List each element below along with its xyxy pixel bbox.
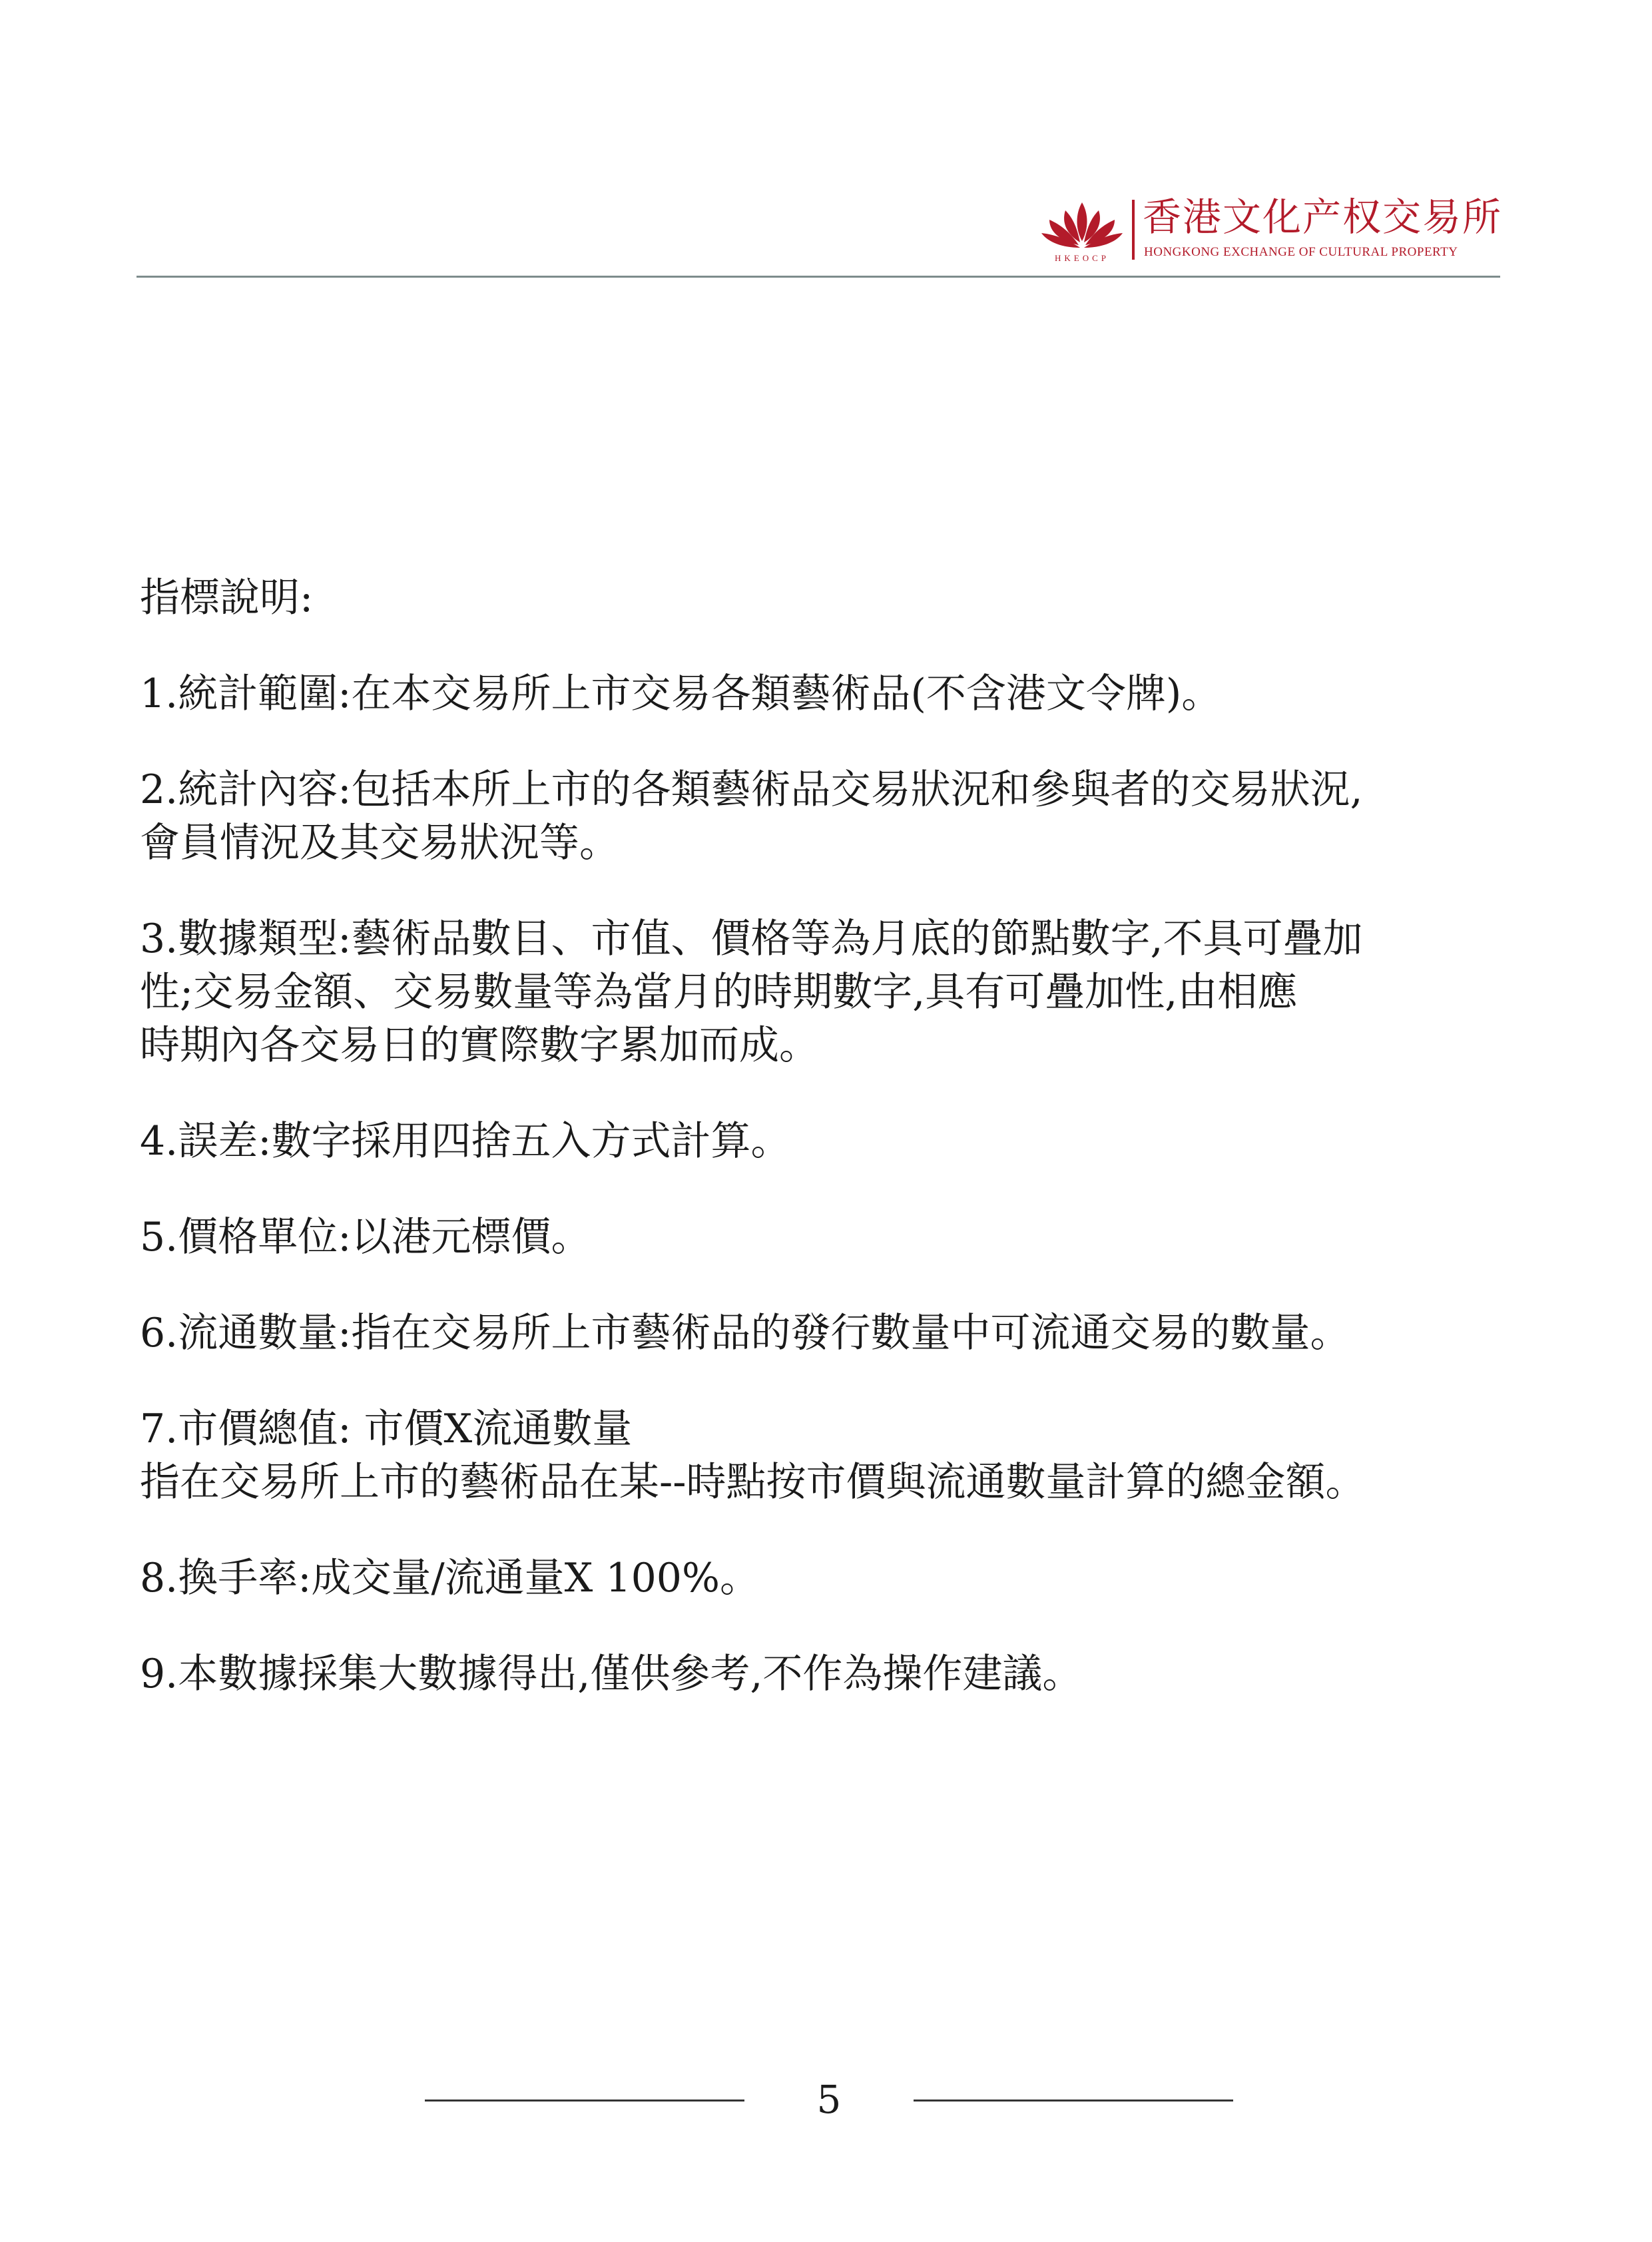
note-line: 2.統計內容:包括本所上市的各類藝術品交易狀況和參與者的交易狀況, [140, 766, 1363, 813]
note-line: 性;交易金額、交易數量等為當月的時期數字,具有可疊加性,由相應 [140, 969, 1298, 1015]
note-item [140, 763, 1531, 870]
note-item [140, 1306, 1531, 1360]
lotus-logo-icon [1039, 197, 1125, 264]
footer-rule-left [425, 2100, 744, 2102]
exchange-logo [1039, 194, 1505, 268]
note-item [140, 1647, 1531, 1701]
note-line: 8.換手率:成交量/流通量X 100%。 [140, 1555, 760, 1601]
note-item [140, 667, 1531, 720]
note-line: 5.價格單位:以港元標價。 [140, 1214, 591, 1261]
note-item [140, 1402, 1531, 1509]
note-item [140, 912, 1531, 1072]
footer-rule-right [914, 2100, 1233, 2102]
note-item [140, 1115, 1531, 1168]
section-heading: 指標說明: [140, 575, 314, 621]
logo-divider [1132, 200, 1135, 260]
note-line: 6.流通數量:指在交易所上市藝術品的發行數量中可流通交易的數量。 [140, 1310, 1350, 1356]
logo-english-name: HONGKONG EXCHANGE OF CULTURAL PROPERTY [1144, 245, 1458, 259]
note-line: 指在交易所上市的藝術品在某--時點按市價與流通數量計算的總金額。 [140, 1459, 1366, 1506]
note-line: 9.本數據採集大數據得出,僅供參考,不作為操作建議。 [140, 1651, 1083, 1697]
indicator-notes [140, 571, 1531, 1743]
note-line: 7.市價總值: 市價X流通數量 [140, 1406, 633, 1452]
logo-chinese-name: 香港文化产权交易所 [1143, 194, 1503, 240]
note-line: 4.誤差:數字採用四捨五入方式計算。 [140, 1118, 791, 1165]
note-line: 3.數據類型:藝術品數目、市值、價格等為月底的節點數字,不具可疊加 [140, 916, 1363, 962]
notes-list [140, 667, 1531, 1701]
svg-text:HKEOCP: HKEOCP [1054, 253, 1110, 263]
note-line: 時期內各交易日的實際數字累加而成。 [140, 1022, 819, 1069]
note-line: 1.統計範圍:在本交易所上市交易各類藝術品(不含港文令牌)。 [140, 671, 1222, 717]
note-item [140, 1211, 1531, 1264]
note-line: 會員情況及其交易狀況等。 [140, 820, 619, 866]
note-item [140, 1551, 1531, 1605]
page-number: 5 [816, 2077, 842, 2122]
header-divider [137, 276, 1500, 278]
